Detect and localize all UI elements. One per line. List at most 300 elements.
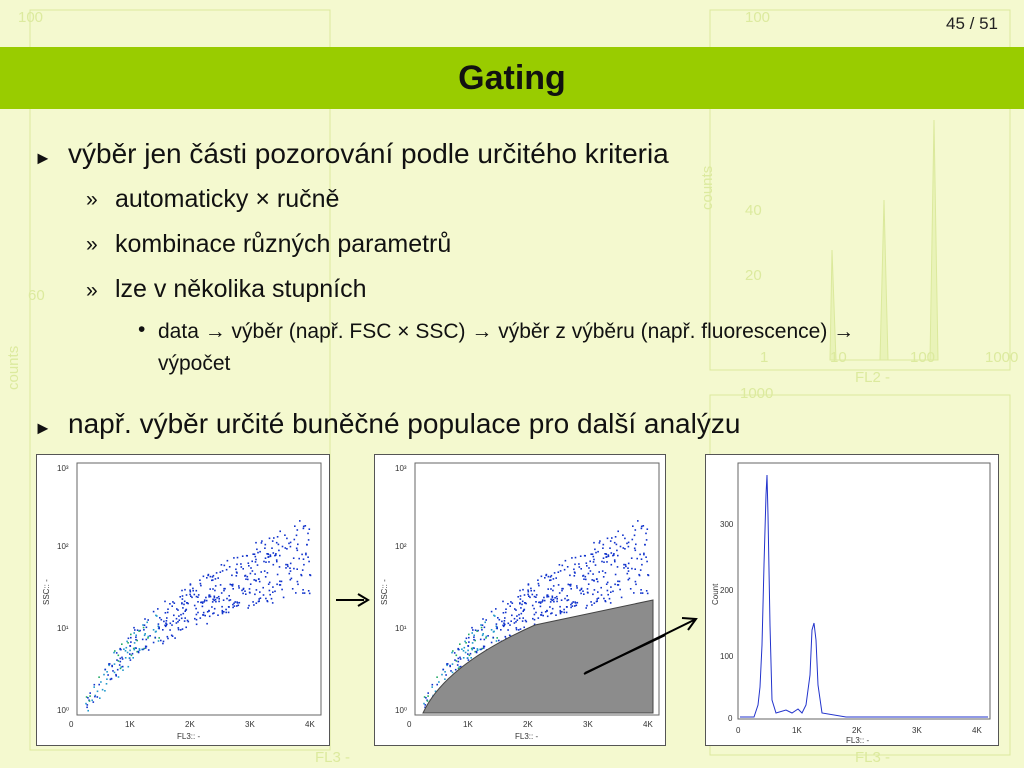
scatter-point [497, 617, 499, 619]
scatter-point [97, 696, 99, 698]
scatter-point [203, 612, 205, 614]
scatter-point [547, 588, 549, 590]
scatter-point [576, 585, 578, 587]
scatter-point [468, 637, 470, 639]
scatter-point [473, 647, 475, 649]
scatter-point [452, 650, 454, 652]
scatter-point [255, 556, 257, 558]
scatter-point [498, 640, 500, 642]
scatter-point [554, 597, 556, 599]
scatter-point [480, 624, 482, 626]
scatter-point [112, 670, 114, 672]
scatter-point [635, 550, 637, 552]
scatter-point [548, 576, 550, 578]
scatter-point [594, 549, 596, 551]
scatter-point [122, 658, 124, 660]
scatter-point [425, 697, 427, 699]
scatter-point [640, 589, 642, 591]
scatter-point [254, 553, 256, 555]
scatter-point [525, 603, 527, 605]
scatter-point [574, 564, 576, 566]
scatter-point [527, 594, 529, 596]
scatter-point [560, 570, 562, 572]
scatter-point [248, 605, 250, 607]
scatter-point [561, 599, 563, 601]
scatter-point [181, 618, 183, 620]
scatter-point [221, 592, 223, 594]
scatter-point [427, 700, 429, 702]
scatter-point [594, 589, 596, 591]
scatter-point [194, 605, 196, 607]
scatter-point [625, 566, 627, 568]
scatter-point [280, 584, 282, 586]
scatter-point [631, 557, 633, 559]
scatter-point [496, 637, 498, 639]
scatter-point [98, 676, 100, 678]
scatter-point [643, 554, 645, 556]
scatter-point [129, 653, 131, 655]
scatter-point [626, 543, 628, 545]
scatter-point [212, 599, 214, 601]
scatter-point [297, 529, 299, 531]
bg-label: FL3 - [855, 749, 891, 766]
scatter-point [491, 629, 493, 631]
scatter-point [573, 569, 575, 571]
page-number: 45 / 51 [946, 14, 998, 33]
scatter-point [108, 663, 110, 665]
scatter-point [309, 593, 311, 595]
scatter-point [226, 598, 228, 600]
scatter-point [254, 594, 256, 596]
scatter-point [571, 557, 573, 559]
scatter-point [624, 548, 626, 550]
scatter-point [486, 636, 488, 638]
scatter-point [247, 579, 249, 581]
scatter-point [285, 564, 287, 566]
scatter-point [305, 525, 307, 527]
scatter-point [552, 597, 554, 599]
sub-bullet-marker: » [86, 188, 98, 211]
scatter-point [131, 655, 133, 657]
scatter-point [309, 574, 311, 576]
scatter-point [518, 629, 520, 631]
scatter-point [264, 547, 266, 549]
scatter-point [583, 578, 585, 580]
scatter-point [249, 592, 251, 594]
scatter-point [599, 540, 601, 542]
scatter-point [242, 593, 244, 595]
scatter-point [249, 588, 251, 590]
scatter-point [514, 618, 516, 620]
scatter-point [177, 621, 179, 623]
scatter-point [534, 596, 536, 598]
scatter-point [532, 618, 534, 620]
scatter-point [515, 621, 517, 623]
scatter-point [603, 557, 605, 559]
scatter-point [509, 605, 511, 607]
scatter-point [468, 634, 470, 636]
bullet-marker: ► [34, 418, 52, 438]
scatter-point [501, 621, 503, 623]
scatter-point [178, 627, 180, 629]
scatter-point [467, 645, 469, 647]
scatter-point [221, 564, 223, 566]
scatter-point [269, 590, 271, 592]
scatter-point [560, 611, 562, 613]
scatter-point [126, 647, 128, 649]
scatter-point [116, 652, 118, 654]
scatter-point [458, 661, 460, 663]
scatter-point [534, 590, 536, 592]
scatter-point [114, 650, 116, 652]
scatter-point [452, 672, 454, 674]
scatter-point [238, 605, 240, 607]
scatter-point [102, 689, 104, 691]
scatter-point [266, 600, 268, 602]
scatter-point [252, 601, 254, 603]
scatter-point [635, 584, 637, 586]
scatter-point [287, 566, 289, 568]
scatter-point [135, 635, 137, 637]
scatter-point [122, 666, 124, 668]
scatter-point [121, 666, 123, 668]
scatter-point [93, 701, 95, 703]
scatter-point [582, 575, 584, 577]
scatter-point [493, 615, 495, 617]
scatter-point [599, 542, 601, 544]
scatter-point [269, 538, 271, 540]
scatter-point [635, 529, 637, 531]
scatter-point [298, 558, 300, 560]
scatter-point [122, 669, 124, 671]
scatter-point [302, 592, 304, 594]
scatter-point [268, 561, 270, 563]
scatter-point [610, 586, 612, 588]
scatter-point [580, 555, 582, 557]
scatter-point [553, 601, 555, 603]
scatter-point [275, 553, 277, 555]
scatter-point [183, 604, 185, 606]
scatter-point [556, 601, 558, 603]
scatter-point [198, 594, 200, 596]
scatter-point [214, 590, 216, 592]
scatter-point [273, 564, 275, 566]
scatter-point [276, 559, 278, 561]
scatter-point [256, 549, 258, 551]
scatter-point [276, 584, 278, 586]
scatter-point [250, 573, 252, 575]
scatter-point [607, 594, 609, 596]
scatter-point [259, 581, 261, 583]
scatter-point [134, 642, 136, 644]
scatter-point [130, 634, 132, 636]
scatter-point [558, 571, 560, 573]
scatter-point [505, 608, 507, 610]
scatter-point [436, 676, 438, 678]
scatter-point [146, 639, 148, 641]
scatter-point [97, 691, 99, 693]
scatter-point [576, 587, 578, 589]
scatter-point [232, 607, 234, 609]
scatter-point [172, 620, 174, 622]
scatter-point [464, 647, 466, 649]
scatter-point [507, 603, 509, 605]
scatter-point [473, 639, 475, 641]
scatter-point [276, 542, 278, 544]
scatter-point [290, 570, 292, 572]
scatter-point [207, 611, 209, 613]
bg-label: FL2 - [855, 369, 891, 386]
scatter-point [246, 555, 248, 557]
scatter-point [120, 668, 122, 670]
scatter-point [472, 629, 474, 631]
scatter-point [481, 629, 483, 631]
scatter-point [118, 676, 120, 678]
scatter-point [483, 647, 485, 649]
scatter-point [503, 612, 505, 614]
scatter-point [522, 617, 524, 619]
scatter-point [194, 618, 196, 620]
scatter-point [602, 570, 604, 572]
scatter-point [190, 595, 192, 597]
scatter-point [473, 636, 475, 638]
scatter-point [107, 674, 109, 676]
scatter-point [222, 610, 224, 612]
scatter-point [94, 696, 96, 698]
scatter-point [86, 707, 88, 709]
scatter-point [127, 642, 129, 644]
scatter-point [164, 601, 166, 603]
scatter-point [284, 534, 286, 536]
scatter-point [532, 605, 534, 607]
scatter-point [252, 570, 254, 572]
scatter-point [179, 619, 181, 621]
scatter-point [481, 627, 483, 629]
scatter-point [297, 581, 299, 583]
scatter-point [129, 650, 131, 652]
scatter-point [135, 639, 137, 641]
y-tick: 10² [395, 542, 407, 551]
x-tick: 3K [912, 726, 922, 735]
scatter-point [585, 579, 587, 581]
scatter-point [521, 613, 523, 615]
scatter-point [184, 610, 186, 612]
scatter-point [194, 594, 196, 596]
scatter-point [484, 627, 486, 629]
scatter-point [538, 583, 540, 585]
histogram [706, 455, 998, 745]
scatter-point [471, 627, 473, 629]
y-tick: 200 [720, 586, 734, 595]
scatter-point [524, 594, 526, 596]
scatter-point [236, 605, 238, 607]
scatter-point [589, 561, 591, 563]
scatter-point [222, 613, 224, 615]
scatter-point [535, 612, 537, 614]
scatter-point [208, 596, 210, 598]
scatter-point [132, 657, 134, 659]
scatter-point [611, 552, 613, 554]
scatter-point [148, 636, 150, 638]
scatter-point [482, 633, 484, 635]
scatter-point [222, 570, 224, 572]
scatter-point [456, 655, 458, 657]
scatter-point [153, 611, 155, 613]
bg-label: counts [699, 165, 716, 210]
scatter-point [184, 620, 186, 622]
scatter-point [606, 561, 608, 563]
scatter-point [625, 564, 627, 566]
scatter-point [281, 589, 283, 591]
scatter-point [94, 684, 96, 686]
scatter-point [187, 603, 189, 605]
scatter-point [258, 601, 260, 603]
scatter-point [570, 588, 572, 590]
scatter-point [307, 556, 309, 558]
scatter-point [223, 590, 225, 592]
scatter-point [104, 690, 106, 692]
scatter-point [236, 572, 238, 574]
scatter-point [465, 642, 467, 644]
scatter-point [274, 591, 276, 593]
scatter-point [547, 616, 549, 618]
scatter-point [186, 594, 188, 596]
scatter-point [561, 590, 563, 592]
scatter-point [638, 574, 640, 576]
scatter-point [265, 557, 267, 559]
scatter-point [306, 544, 308, 546]
scatter-point [544, 600, 546, 602]
scatter-point [171, 605, 173, 607]
scatter-point [216, 597, 218, 599]
scatter-point [633, 592, 635, 594]
scatter-point [522, 620, 524, 622]
scatter-point [227, 560, 229, 562]
scatter-point [236, 601, 238, 603]
y-tick: 300 [720, 520, 734, 529]
scatter-point [446, 663, 448, 665]
scatter-point [612, 555, 614, 557]
scatter-point [507, 629, 509, 631]
scatter-point [615, 574, 617, 576]
scatter-point [528, 584, 530, 586]
scatter-point [174, 602, 176, 604]
scatter-point [553, 585, 555, 587]
scatter-point [215, 585, 217, 587]
scatter-point [260, 571, 262, 573]
scatter-point [259, 591, 261, 593]
scatter-point [645, 556, 647, 558]
scatter-point [228, 595, 230, 597]
scatter-point [282, 546, 284, 548]
scatter-point [232, 588, 234, 590]
scatter-point [144, 635, 146, 637]
scatter-point [125, 657, 127, 659]
scatter-point [286, 538, 288, 540]
scatter-point [601, 561, 603, 563]
scatter-point [163, 641, 165, 643]
scatter-point [121, 657, 123, 659]
scatter-point [634, 548, 636, 550]
scatter-point [559, 564, 561, 566]
scatter-point [581, 589, 583, 591]
scatter-point [218, 596, 220, 598]
scatter-point [304, 592, 306, 594]
scatter-point [491, 642, 493, 644]
scatter-point [468, 641, 470, 643]
scatter-point [555, 577, 557, 579]
scatter-point [639, 554, 641, 556]
bullet-item: výběr jen části pozorování podle určitého kriteria [68, 138, 669, 169]
scatter-point [163, 621, 165, 623]
scatter-point [505, 612, 507, 614]
scatter-point [178, 615, 180, 617]
scatter-point [596, 578, 598, 580]
scatter-point [279, 566, 281, 568]
scatter-point [135, 647, 137, 649]
bullet-marker: ► [34, 148, 52, 168]
scatter-point [522, 589, 524, 591]
scatter-point [461, 648, 463, 650]
scatter-point [443, 669, 445, 671]
scatter-point [519, 603, 521, 605]
scatter-point [562, 565, 564, 567]
scatter-point [87, 710, 89, 712]
scatter-point [642, 592, 644, 594]
scatter-point [530, 588, 532, 590]
scatter-point [223, 599, 225, 601]
scatter-point [267, 553, 269, 555]
bg-label: 60 [28, 287, 45, 304]
scatter-point [143, 629, 145, 631]
scatter-point [608, 554, 610, 556]
scatter-point [607, 538, 609, 540]
scatter-point [593, 561, 595, 563]
scatter-point [566, 606, 568, 608]
scatter-point [217, 577, 219, 579]
bg-label: 10 [830, 349, 847, 366]
scatter-point [585, 576, 587, 578]
scatter-point [459, 643, 461, 645]
scatter-point [634, 568, 636, 570]
scatter-point [167, 612, 169, 614]
scatter-point [281, 581, 283, 583]
scatter-point [271, 598, 273, 600]
scatter-point [603, 576, 605, 578]
scatter-point [574, 605, 576, 607]
scatter-point [427, 692, 429, 694]
scatter-point [603, 598, 605, 600]
scatter-point [290, 579, 292, 581]
scatter-point [627, 573, 629, 575]
scatter-point [176, 608, 178, 610]
scatter-point [480, 649, 482, 651]
scatter-point [265, 598, 267, 600]
scatter-point [158, 626, 160, 628]
scatter-point [247, 576, 249, 578]
scatter-point [196, 614, 198, 616]
scatter-point [279, 581, 281, 583]
scatter-point [541, 576, 543, 578]
scatter-point [146, 627, 148, 629]
scatter-point [592, 553, 594, 555]
scatter-point [516, 627, 518, 629]
x-tick: 3K [583, 720, 593, 729]
scatter-point [466, 638, 468, 640]
scatter-point [635, 581, 637, 583]
scatter-point [597, 551, 599, 553]
scatter-point [261, 540, 263, 542]
